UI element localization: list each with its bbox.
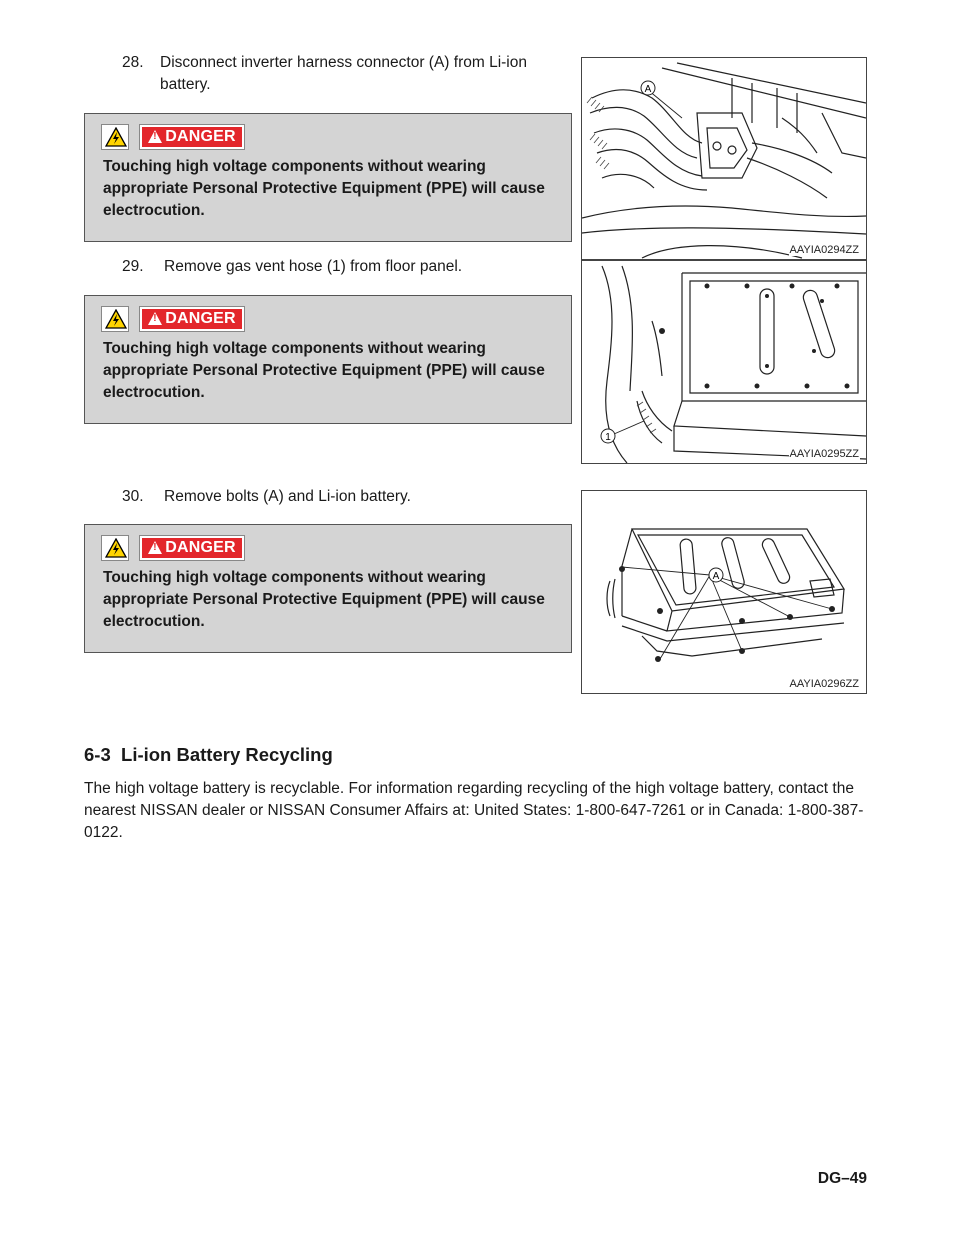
step-text-continued: battery. <box>160 76 211 93</box>
figure-gas-vent-hose <box>581 260 867 464</box>
alert-icon <box>148 541 162 554</box>
danger-label: DANGER <box>165 310 236 327</box>
danger-message: Touching high voltage components without wearing appropriate Personal Protective Equipment (PPE) will cause electrocution. <box>103 158 545 219</box>
danger-badge <box>139 306 245 332</box>
step-number: 30. <box>122 488 144 505</box>
step-29 <box>122 256 572 278</box>
high-voltage-warning-icon <box>101 535 129 561</box>
figure-code: AAYIA0295ZZ <box>789 448 859 460</box>
figure-battery-bolts <box>581 490 867 694</box>
figure-code: AAYIA0294ZZ <box>789 244 859 256</box>
step-number: 28. <box>122 54 144 71</box>
alert-icon <box>148 130 162 143</box>
danger-box <box>84 524 572 653</box>
alert-icon <box>148 312 162 325</box>
harness-connector-illustration <box>582 58 866 259</box>
high-voltage-warning-icon <box>101 124 129 150</box>
step-30 <box>122 486 572 508</box>
danger-message: Touching high voltage components without wearing appropriate Personal Protective Equipment (PPE) will cause electrocution. <box>103 569 545 630</box>
step-number: 29. <box>122 258 144 275</box>
callout-label: 1 <box>605 432 611 443</box>
section-title: 6-3 Li-ion Battery Recycling <box>84 744 333 765</box>
danger-label: DANGER <box>165 539 236 556</box>
battery-removal-illustration <box>582 491 866 693</box>
step-text: Remove gas vent hose (1) from floor panel. <box>164 258 463 275</box>
danger-box <box>84 295 572 424</box>
danger-badge <box>139 124 245 150</box>
figure-code: AAYIA0296ZZ <box>789 678 859 690</box>
danger-message: Touching high voltage components without wearing appropriate Personal Protective Equipment (PPE) will cause electrocution. <box>103 340 545 401</box>
callout-label: A <box>712 571 720 582</box>
danger-box <box>84 113 572 242</box>
callout-label: A <box>644 84 652 95</box>
step-text: Disconnect inverter harness connector (A) from Li-ion <box>160 54 527 71</box>
danger-badge <box>139 535 245 561</box>
high-voltage-warning-icon <box>101 306 129 332</box>
figure-harness-connector <box>581 57 867 260</box>
section-body: The high voltage battery is recyclable. For information regarding recycling of the high voltage battery, contact the nearest NISSAN dealer or NISSAN Consumer Affairs at: United States: 1-800-647-7261 or in Canada: 1-800-387-0122. <box>84 780 864 841</box>
step-28 <box>122 52 572 96</box>
danger-label: DANGER <box>165 128 236 145</box>
battery-top-illustration <box>582 261 866 463</box>
page-number: DG–49 <box>817 1170 867 1187</box>
step-text: Remove bolts (A) and Li-ion battery. <box>164 488 411 505</box>
